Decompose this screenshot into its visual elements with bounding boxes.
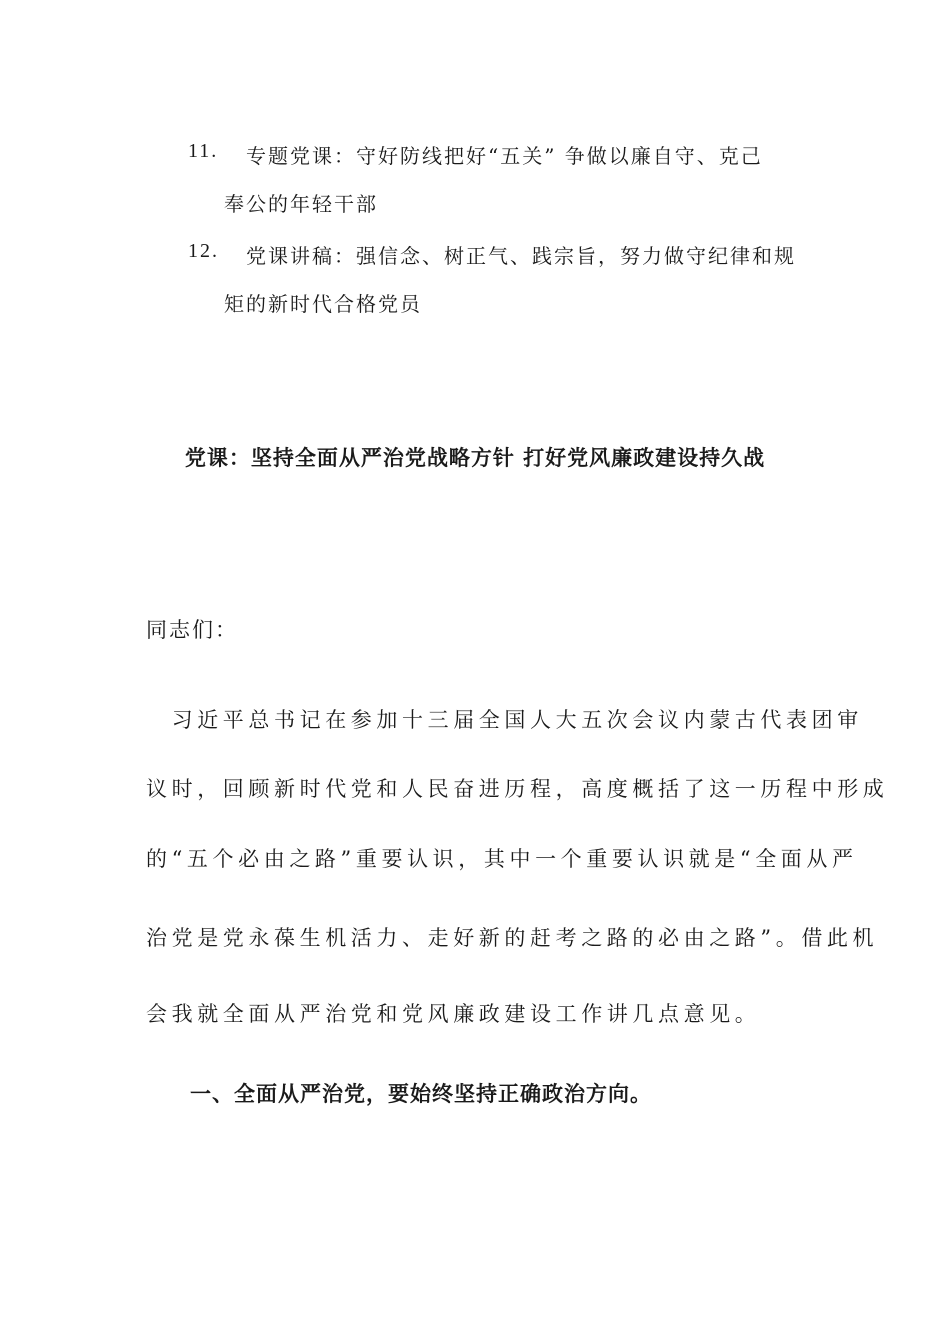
paragraph-line: 议时，回顾新时代党和人民奋进历程，高度概括了这一历程中形成 xyxy=(146,777,889,801)
toc-item-title: 专题党课：守好防线把好“五关” 争做以廉自守、克己 xyxy=(246,144,763,168)
section-heading: 一、全面从严治党，要始终坚持正确政治方向。 xyxy=(190,1082,652,1106)
article-title: 党课：坚持全面从严治党战略方针 打好党风廉政建设持久战 xyxy=(184,446,766,470)
toc-item-number: 11. xyxy=(188,140,219,162)
toc-item-title-continued: 矩的新时代合格党员 xyxy=(224,292,422,316)
greeting: 同志们： xyxy=(146,618,238,642)
paragraph-line: 习近平总书记在参加十三届全国人大五次会议内蒙古代表团审 xyxy=(146,708,863,732)
paragraph-line: 会我就全面从严治党和党风廉政建设工作讲几点意见。 xyxy=(146,1002,761,1026)
paragraph-line: 治党是党永葆生机活力、走好新的赶考之路的必由之路”。借此机 xyxy=(146,926,879,950)
toc-item-title: 党课讲稿：强信念、树正气、践宗旨，努力做守纪律和规 xyxy=(246,244,796,268)
toc-item-number: 12. xyxy=(188,240,219,262)
toc-item-title-continued: 奉公的年轻干部 xyxy=(224,192,378,216)
paragraph-line: 的“五个必由之路”重要认识，其中一个重要认识就是“全面从严 xyxy=(146,847,858,871)
